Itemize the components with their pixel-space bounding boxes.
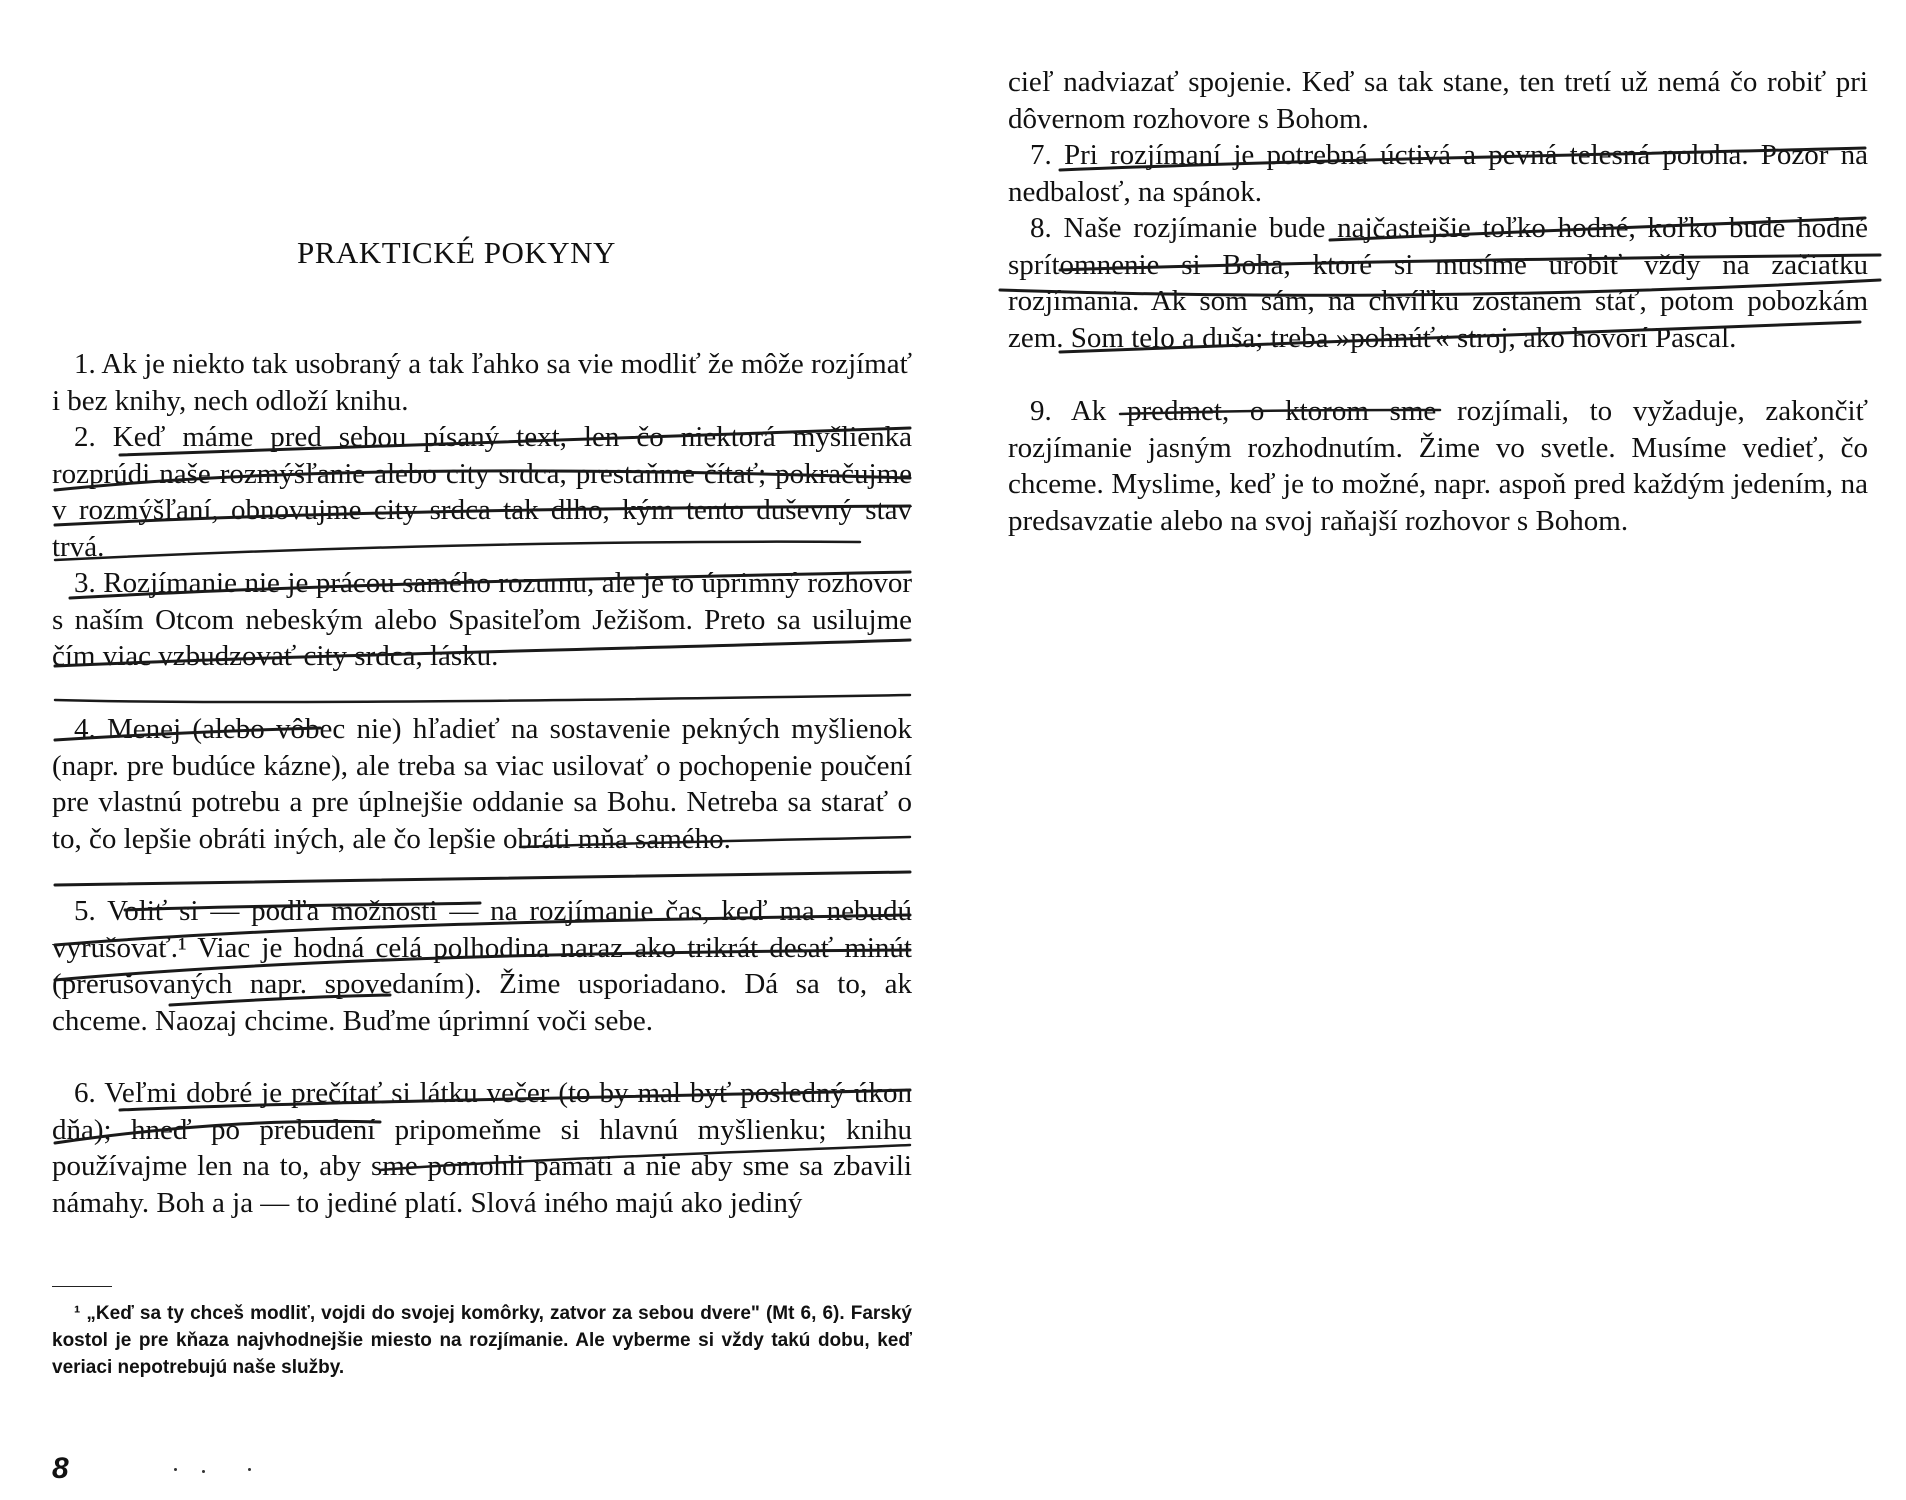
paragraph-9: 9. Ak predmet, o ktorom sme rozjímali, to vyžaduje, zakončiť rozjímanie jasným rozhodnutím. Žime vo svetle. Musíme vedieť, čo chceme. Myslime, keď je to možné, napr. aspoň pred každým jedením, na predsavzatie alebo na svoj raňajší rozhovor s Bohom. xyxy=(1008,395,1868,537)
paragraph-3: 3. Rozjímanie nie je prácou samého rozumu, ale je to úprimný rozhovor s naším Otcom nebeským alebo Spasiteľom Ježišom. Preto sa usilujme čím viac vzbudzovať city srdca, lásku. xyxy=(52,567,912,672)
footnote: ¹ „Keď sa ty chceš modliť, vojdi do svojej komôrky, zatvor za sebou dvere" (Mt 6, 6). Farský kostol je pre kňaza najvhodnejšie miesto na rozjímanie. Ale vyberme si vždy takú dobu, keď veriaci nepotrebujú naše služby. xyxy=(52,1303,912,1378)
chapter-title: PRAKTICKÉ POKYNY xyxy=(297,235,616,270)
scan-speck xyxy=(248,1468,251,1471)
paragraph-7: 7. Pri rozjímaní je potrebná úctivá a pevná telesná poloha. Pozor na nedbalosť, na spánok. xyxy=(1008,139,1868,208)
paragraph-4: 4. Menej (alebo vôbec nie) hľadieť na sostavenie pekných myšlienok (napr. pre budúce kázne), ale treba sa viac usilovať o pochopenie poučení pre vlastnú potrebu a pre úplnejšie oddanie sa Bohu. Netreba sa starať o to, čo lepšie obráti iných, ale čo lepšie obráti mňa samého. xyxy=(52,713,912,855)
paragraph-5: 5. Voliť si — podľa možnosti — na rozjímanie čas, keď ma nebudú vyrušovať.¹ Viac je hodná celá polhodina naraz ako trikrát desať minút (prerušovaných napr. spovedaním). Žime usporiadano. Dá sa to, ak chceme. Naozaj chcime. Buďme úprimní voči sebe. xyxy=(52,895,912,1037)
paragraph-continued: cieľ nadviazať spojenie. Keď sa tak stane, ten tretí už nemá čo robiť pri dôvernom rozhovore s Bohom. xyxy=(1008,66,1868,135)
paragraph-8: 8. Naše rozjímanie bude najčastejšie toľko hodné, koľko bude hodné sprítomnenie si Boha, ktoré si musíme urobiť vždy na začiatku rozjímania. Ak som sám, na chvíľku zostanem stáť, potom pobozkám zem. Som telo a duša; treba »pohnúť« stroj, ako hovorí Pascal. xyxy=(1008,212,1868,354)
page-number: 8 xyxy=(52,1452,69,1485)
paragraph-1: 1. Ak je niekto tak usobraný a tak ľahko sa vie modliť že môže rozjímať i bez knihy, nech odloží knihu. xyxy=(52,348,912,417)
underline-mark xyxy=(55,872,910,885)
paragraph-6: 6. Veľmi dobré je prečítať si látku večer (to by mal byť posledný úkon dňa); hneď po prebudení pripomeňme si hlavnú myšlienku; knihu používajme len na to, aby sme pomohli pamäti a nie aby sme sa zbavili námahy. Boh a ja — to jediné platí. Slová iného majú ako jediný xyxy=(52,1077,912,1219)
paragraph-2: 2. Keď máme pred sebou písaný text, len čo niektorá myšlienka rozprúdi naše rozmýšľanie alebo city srdca, prestaňme čítať; pokračujme v rozmýšľaní, obnovujme city srdca tak dlho, kým tento duševný stav trvá. xyxy=(52,421,912,563)
footnote-divider xyxy=(52,1286,112,1287)
scan-speck xyxy=(174,1468,177,1471)
scan-speck xyxy=(202,1470,205,1473)
strike-mark xyxy=(55,695,910,702)
